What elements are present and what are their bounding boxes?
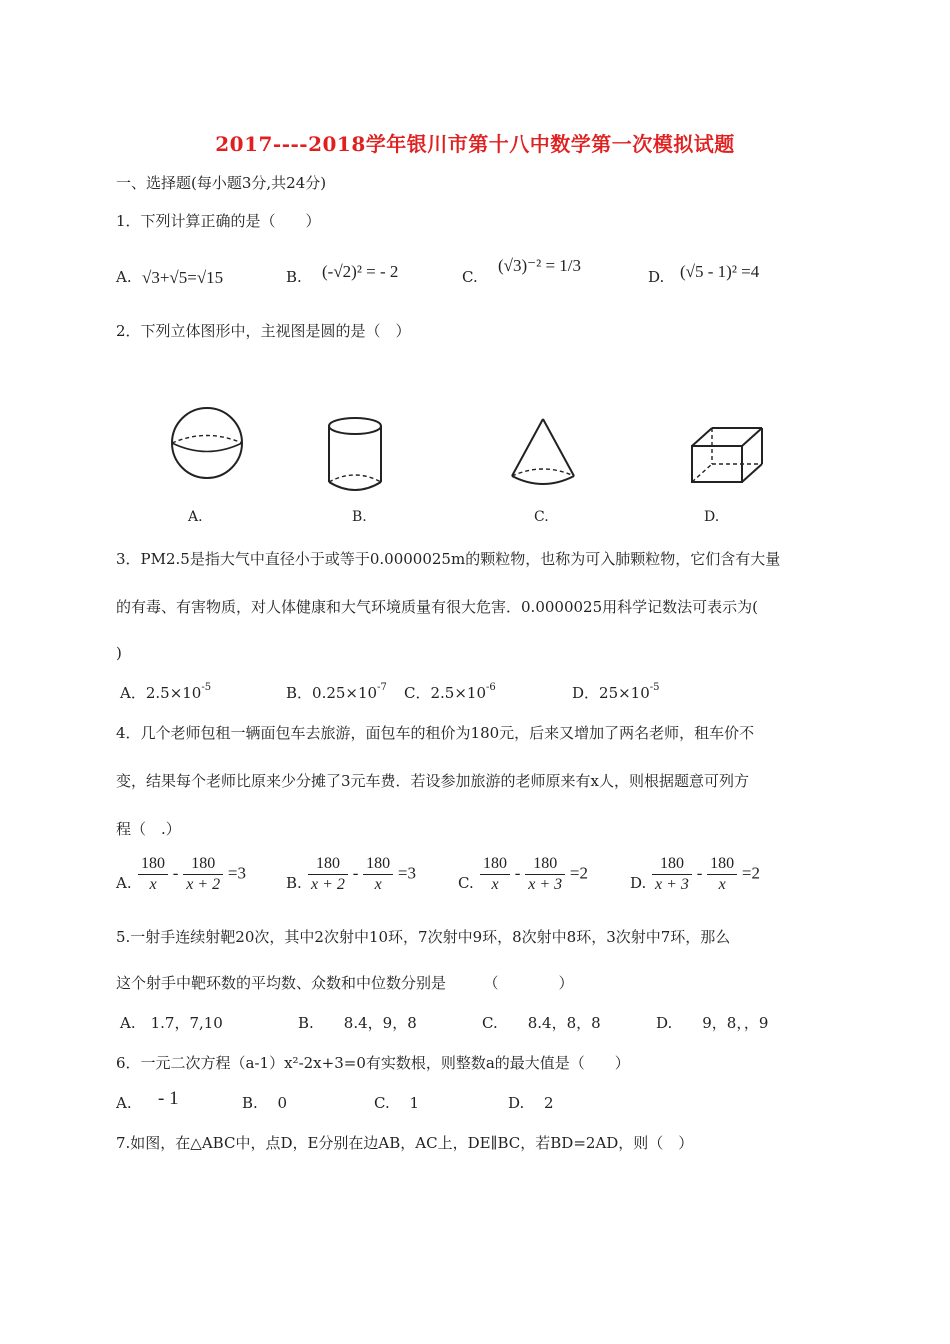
q1-option-d-label: D. xyxy=(648,268,665,286)
q6-option-b: B. 0 xyxy=(242,1094,288,1112)
q3-line-1: 3．PM2.5是指大气中直径小于或等于0.0000025m的颗粒物，也称为可入肺颗粒物，它们含有大量 xyxy=(116,550,781,568)
q3-option-b: B．$0.25\times 10^{-7}$ xyxy=(286,682,387,702)
q2-label-a: A. xyxy=(188,509,203,525)
q1-option-c-label: C. xyxy=(462,268,478,286)
q4-option-c-label: C. xyxy=(458,874,474,892)
q4-option-d-expr: $\frac{180}{x + 3}$ - $\frac{180}{x}$ =2 xyxy=(652,854,760,895)
q3-line-2: 的有毒、有害物质，对人体健康和大气环境质量有很大危害．0.0000025用科学记数法可表示为( xyxy=(116,598,758,616)
q4-option-d-label: D. xyxy=(630,874,647,892)
section-heading: 一、选择题(每小题3分,共24分) xyxy=(116,174,327,192)
q3-option-a: A．$2.5\times 10^{-5}$ xyxy=(120,682,212,702)
q3-option-c: C．$2.5\times 10^{-6}$ xyxy=(404,682,496,702)
q1-option-a-expr: √3+√5=√15 xyxy=(142,268,224,287)
q7-stem: 7.如图，在△ABC中，点D，E分别在边AB，AC上，DE∥BC，若BD=2AD，则（ ） xyxy=(116,1134,694,1152)
sphere-figure xyxy=(168,404,246,482)
q3-option-d: D．$25\times 10^{-5}$ xyxy=(572,682,660,702)
q5-option-a: A. 1.7，7,10 xyxy=(120,1014,223,1032)
q5-line-1: 5.一射手连续射靶20次，其中2次射中10环，7次射中9环，8次射中8环，3次射中7环，那么 xyxy=(116,928,731,946)
q5-line-2: 这个射手中靶环数的平均数、众数和中位数分别是 （ ） xyxy=(116,974,574,992)
q6-option-a-value: - 1 xyxy=(158,1088,179,1109)
cone-figure xyxy=(508,416,578,488)
q2-label-b: B. xyxy=(352,509,367,525)
cylinder-figure xyxy=(326,416,384,492)
q4-line-2: 变，结果每个老师比原来少分摊了3元车费．若设参加旅游的老师原来有x人，则根据题意可列方 xyxy=(116,772,750,790)
q6-option-d: D. 2 xyxy=(508,1094,554,1112)
cube-figure xyxy=(688,424,768,486)
q3-line-3: ) xyxy=(116,644,122,662)
q2-label-c: C. xyxy=(534,509,549,525)
q6-stem: 6．一元二次方程（a-1）x²-2x+3=0有实数根，则整数a的最大值是（ ） xyxy=(116,1054,630,1072)
q5-option-b: B. 8.4，9，8 xyxy=(298,1014,417,1032)
page-title: 2017----2018学年银川市第十八中数学第一次模拟试题 xyxy=(215,132,735,156)
q6-option-c: C. 1 xyxy=(374,1094,420,1112)
q1-stem: 1．下列计算正确的是（ ） xyxy=(116,212,321,230)
q4-option-a-expr: $\frac{180}{x}$ - $\frac{180}{x + 2}$ =3 xyxy=(138,854,246,895)
q1-option-b-expr: (-√2)² = - 2 xyxy=(322,262,399,281)
q5-option-d: D. 9，8，，9 xyxy=(656,1014,769,1032)
q4-option-b-label: B. xyxy=(286,874,302,892)
q1-option-c-expr: (√3)⁻² = 1/3 xyxy=(498,256,582,275)
q4-option-c-expr: $\frac{180}{x}$ - $\frac{180}{x + 3}$ =2 xyxy=(480,854,588,895)
q4-line-1: 4．几个老师包租一辆面包车去旅游，面包车的租价为180元，后来又增加了两名老师，租车价不 xyxy=(116,724,755,742)
q4-option-a-label: A. xyxy=(116,874,132,892)
q1-option-b-label: B. xyxy=(286,268,302,286)
q4-line-3: 程（ .） xyxy=(116,820,181,838)
q4-option-b-expr: $\frac{180}{x + 2}$ - $\frac{180}{x}$ =3 xyxy=(308,854,416,895)
q1-option-a-label: A. xyxy=(116,268,132,286)
q5-option-c: C. 8.4，8，8 xyxy=(482,1014,601,1032)
q1-option-d-expr: (√5 - 1)² =4 xyxy=(680,262,760,281)
q2-stem: 2．下列立体图形中，主视图是圆的是（ ） xyxy=(116,322,411,340)
q6-option-a-label: A. xyxy=(116,1094,132,1112)
q2-label-d: D. xyxy=(704,509,720,525)
